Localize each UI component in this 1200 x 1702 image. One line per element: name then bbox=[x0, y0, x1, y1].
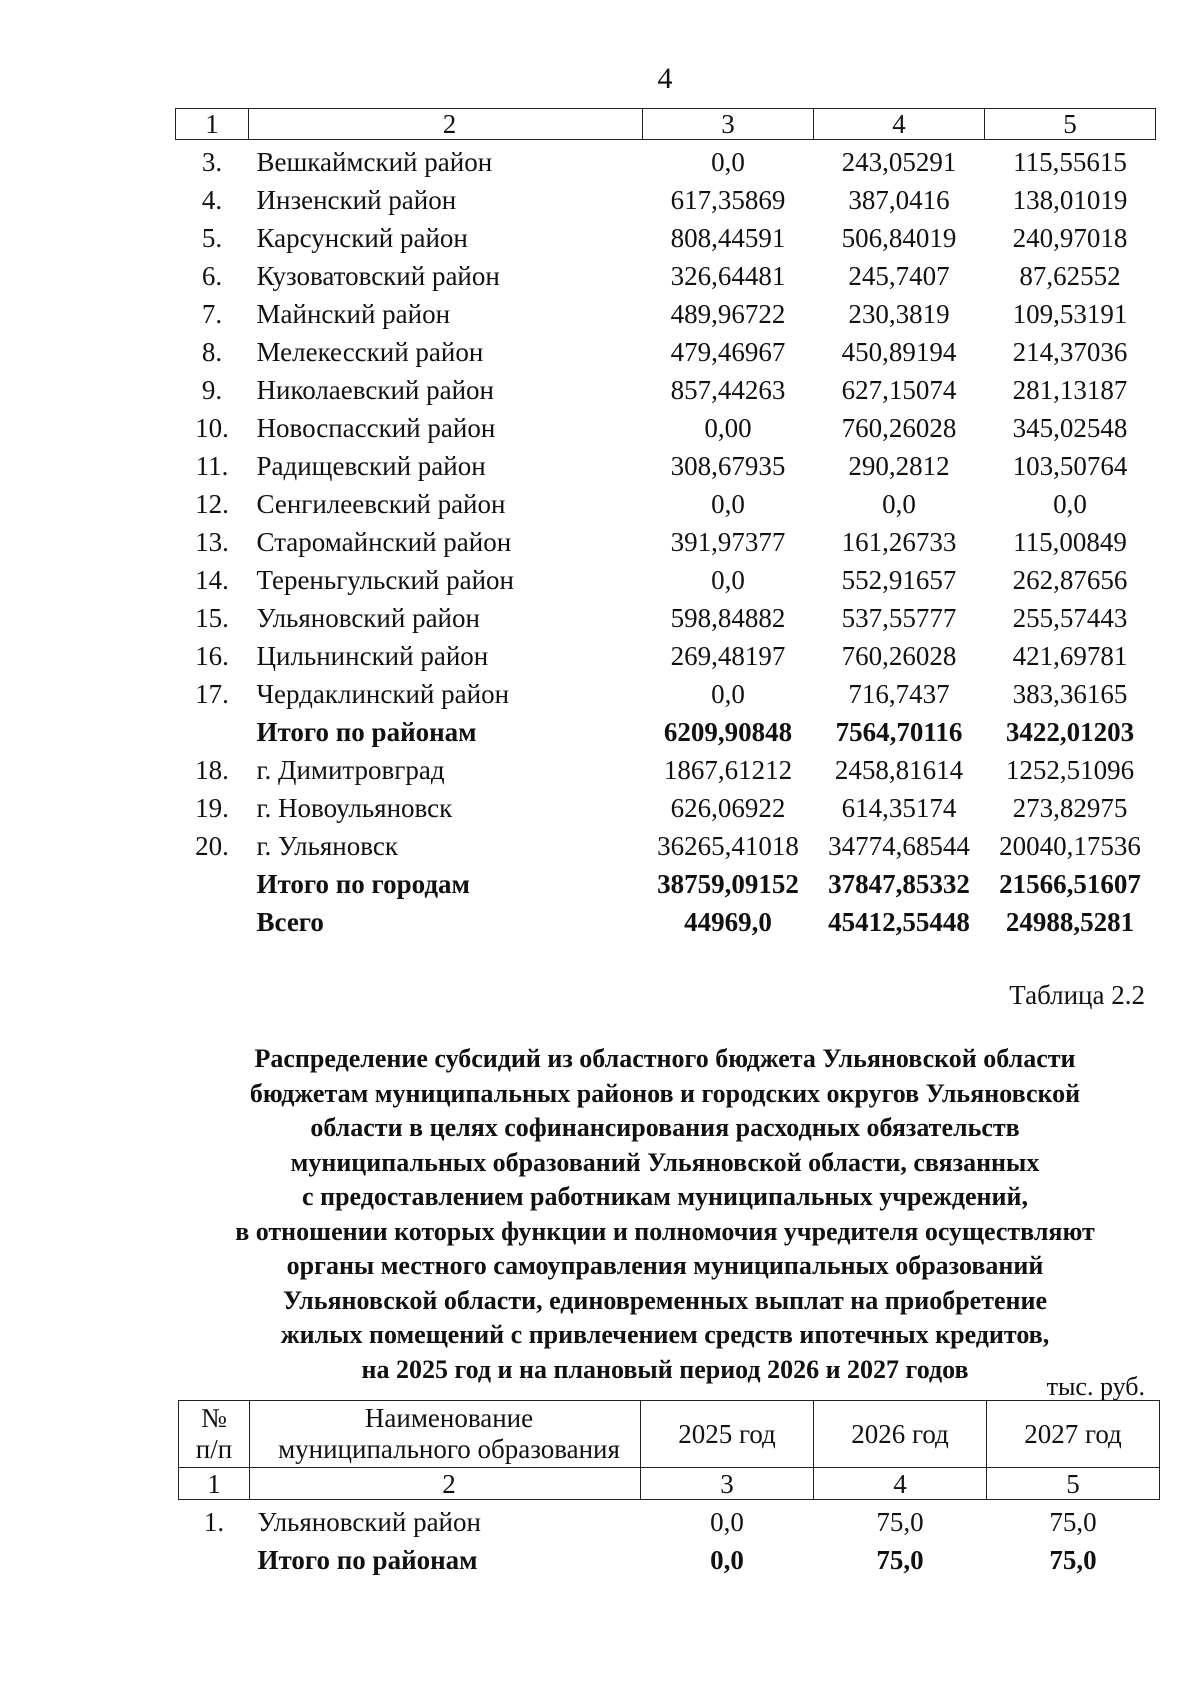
value-2027: 1252,51096 bbox=[1005, 755, 1135, 785]
row-number: 15. bbox=[195, 603, 229, 633]
units-label: тыс. руб. bbox=[1046, 1372, 1145, 1401]
title-line: бюджетам муниципальных районов и городских округов Ульяновской bbox=[249, 1078, 1081, 1108]
header-name-line1: Наименование bbox=[364, 1403, 534, 1433]
value-2027: 345,02548 bbox=[1012, 413, 1128, 443]
total-row bbox=[176, 900, 1156, 938]
value-2025: 598,84882 bbox=[670, 603, 786, 633]
value-2026: 243,05291 bbox=[841, 147, 957, 177]
municipality-name: Ульяновский район bbox=[257, 1507, 481, 1537]
municipality-name: г. Новоульяновск bbox=[256, 793, 453, 823]
value-2026: 37847,85332 bbox=[828, 869, 970, 899]
table-row bbox=[179, 1500, 1160, 1539]
table-row bbox=[176, 406, 1156, 444]
value-2027: 3422,01203 bbox=[1005, 717, 1135, 747]
value-2025: 326,64481 bbox=[670, 261, 786, 291]
municipality-name: Вешкаймский район bbox=[256, 147, 493, 177]
title-line: на 2025 год и на плановый период 2026 и 2027 годов bbox=[361, 1354, 969, 1384]
value-2025: 808,44591 bbox=[670, 223, 786, 253]
value-2026: 7564,70116 bbox=[835, 717, 963, 747]
value-2025: 489,96722 bbox=[670, 299, 786, 329]
row-number: 3. bbox=[201, 147, 223, 177]
value-2026: 0,0 bbox=[882, 489, 916, 519]
municipality-name: Ульяновский район bbox=[256, 603, 480, 633]
value-2026: 161,26733 bbox=[841, 527, 957, 557]
table-row bbox=[176, 178, 1156, 216]
value-2025: 1867,61212 bbox=[663, 755, 793, 785]
table-row bbox=[176, 254, 1156, 292]
row-number: 13. bbox=[195, 527, 229, 557]
municipality-name: Чердаклинский район bbox=[256, 679, 510, 709]
value-2026: 506,84019 bbox=[841, 223, 957, 253]
table-row bbox=[176, 330, 1156, 368]
municipality-name: Новоспасский район bbox=[256, 413, 496, 443]
value-2025: 0,00 bbox=[704, 413, 752, 443]
value-2025: 479,46967 bbox=[670, 337, 786, 367]
value-2025: 391,97377 bbox=[670, 527, 786, 557]
value-2025: 36265,41018 bbox=[657, 831, 799, 861]
municipality-name: Старомайнский район bbox=[256, 527, 512, 557]
column-number: 4 bbox=[814, 1468, 987, 1500]
title-line: Ульяновской области, единовременных выплат на приобретение bbox=[282, 1285, 1048, 1315]
value-2025: 0,0 bbox=[710, 1545, 744, 1575]
column-number: 5 bbox=[985, 109, 1156, 140]
title-line: области в целях софинансирования расходных обязательств bbox=[310, 1113, 1020, 1142]
row-number: 19. bbox=[195, 793, 229, 823]
column-number: 2 bbox=[249, 109, 643, 140]
value-2027: 262,87656 bbox=[1012, 565, 1128, 595]
table-row bbox=[176, 292, 1156, 330]
table-title bbox=[170, 1042, 1160, 1387]
value-2026: 45412,55448 bbox=[828, 907, 970, 937]
value-2027: 383,36165 bbox=[1012, 679, 1128, 709]
value-2026: 387,0416 bbox=[848, 185, 950, 215]
table-row bbox=[176, 444, 1156, 482]
value-2026: 450,89194 bbox=[841, 337, 957, 367]
value-2027: 273,82975 bbox=[1012, 793, 1128, 823]
municipality-name: Николаевский район bbox=[256, 375, 495, 405]
column-number: 2 bbox=[250, 1468, 641, 1500]
column-number: 3 bbox=[641, 1468, 814, 1500]
value-2027: 24988,5281 bbox=[1005, 907, 1135, 937]
municipality-name: Радищевский район bbox=[256, 451, 486, 481]
header-name bbox=[250, 1401, 641, 1468]
row-number: 14. bbox=[195, 565, 229, 595]
table-row bbox=[176, 824, 1156, 862]
value-2027: 138,01019 bbox=[1012, 185, 1128, 215]
value-2025: 44969,0 bbox=[684, 907, 772, 937]
value-2025: 308,67935 bbox=[670, 451, 786, 481]
table-row bbox=[176, 748, 1156, 786]
title-line: муниципальных образований Ульяновской области, связанных bbox=[290, 1147, 1040, 1177]
row-number: 4. bbox=[201, 185, 223, 215]
title-line: Распределение субсидий из областного бюджета Ульяновской области bbox=[254, 1044, 1076, 1073]
municipality-name: Карсунский район bbox=[256, 223, 468, 253]
value-2025: 0,0 bbox=[710, 1507, 744, 1537]
row-number: 8. bbox=[201, 337, 223, 367]
municipality-name: Сенгилеевский район bbox=[256, 489, 506, 519]
table-row bbox=[176, 216, 1156, 254]
municipality-name: г. Димитровград bbox=[256, 755, 445, 785]
value-2027: 75,0 bbox=[1049, 1545, 1097, 1575]
municipality-name: Итого по районам bbox=[257, 1545, 478, 1575]
municipality-name: Итого по городам bbox=[256, 869, 470, 899]
value-2026: 2458,81614 bbox=[834, 755, 964, 785]
row-number bbox=[176, 900, 249, 938]
municipality-name: Мелекесский район bbox=[256, 337, 484, 367]
table-row bbox=[176, 368, 1156, 406]
value-2025: 617,35869 bbox=[670, 185, 786, 215]
value-2026: 627,15074 bbox=[841, 375, 957, 405]
value-2027: 0,0 bbox=[1053, 489, 1087, 519]
row-number bbox=[179, 1538, 250, 1576]
value-2027: 115,55615 bbox=[1013, 147, 1127, 177]
value-2025: 0,0 bbox=[711, 679, 745, 709]
column-number: 1 bbox=[176, 109, 249, 140]
table-row bbox=[176, 634, 1156, 672]
table-row bbox=[176, 596, 1156, 634]
title-line: органы местного самоуправления муниципальных образований bbox=[286, 1251, 1044, 1280]
table-header bbox=[179, 1401, 1160, 1468]
value-2027: 109,53191 bbox=[1012, 299, 1128, 329]
municipality-name: Майнский район bbox=[256, 299, 451, 329]
row-number: 18. bbox=[195, 755, 229, 785]
table-column-numbers bbox=[176, 109, 1156, 140]
value-2026: 230,3819 bbox=[848, 299, 950, 329]
row-number: 1. bbox=[203, 1507, 225, 1537]
subsidy-table-continued bbox=[175, 108, 1156, 938]
value-2027: 255,57443 bbox=[1012, 603, 1128, 633]
header-2027: 2027 год bbox=[987, 1401, 1160, 1468]
column-number: 5 bbox=[987, 1468, 1160, 1500]
table-row bbox=[176, 482, 1156, 520]
value-2026: 614,35174 bbox=[841, 793, 957, 823]
table-row bbox=[176, 672, 1156, 710]
value-2027: 281,13187 bbox=[1012, 375, 1128, 405]
row-number: 7. bbox=[201, 299, 223, 329]
total-row bbox=[176, 710, 1156, 748]
column-number: 4 bbox=[814, 109, 985, 140]
value-2025: 269,48197 bbox=[670, 641, 786, 671]
value-2026: 716,7437 bbox=[848, 679, 950, 709]
total-row bbox=[179, 1538, 1160, 1576]
value-2027: 115,00849 bbox=[1013, 527, 1127, 557]
subsidy-table-2-2 bbox=[178, 1400, 1160, 1576]
value-2027: 214,37036 bbox=[1012, 337, 1128, 367]
value-2026: 537,55777 bbox=[841, 603, 957, 633]
table-row bbox=[176, 520, 1156, 558]
header-number-line2: п/п bbox=[195, 1434, 233, 1464]
municipality-name: Инзенский район bbox=[256, 185, 457, 215]
title-line: жилых помещений с привлечением средств ипотечных кредитов, bbox=[280, 1320, 1050, 1349]
municipality-name: Цильнинский район bbox=[256, 641, 489, 671]
title-line: с предоставлением работникам муниципальных учреждений, bbox=[302, 1182, 1028, 1211]
value-2026: 290,2812 bbox=[848, 451, 950, 481]
header-2026: 2026 год bbox=[814, 1401, 987, 1468]
municipality-name: Кузоватовский район bbox=[256, 261, 500, 291]
value-2027: 87,62552 bbox=[1019, 261, 1121, 291]
table-row bbox=[176, 140, 1156, 179]
header-number-line1: № bbox=[201, 1403, 227, 1433]
value-2025: 0,0 bbox=[711, 147, 745, 177]
column-number: 3 bbox=[643, 109, 814, 140]
header-name-line2: муниципального образования bbox=[278, 1434, 620, 1464]
row-number: 9. bbox=[201, 375, 223, 405]
value-2027: 75,0 bbox=[1049, 1507, 1097, 1537]
header-2025: 2025 год bbox=[641, 1401, 814, 1468]
value-2025: 38759,09152 bbox=[657, 869, 799, 899]
municipality-name: Итого по районам bbox=[256, 717, 477, 747]
value-2027: 421,69781 bbox=[1012, 641, 1128, 671]
value-2026: 75,0 bbox=[876, 1507, 924, 1537]
page-number: 4 bbox=[657, 62, 673, 95]
value-2026: 760,26028 bbox=[841, 413, 957, 443]
value-2025: 0,0 bbox=[711, 565, 745, 595]
value-2026: 245,7407 bbox=[848, 261, 950, 291]
value-2025: 0,0 bbox=[711, 489, 745, 519]
table-row bbox=[176, 786, 1156, 824]
value-2027: 240,97018 bbox=[1012, 223, 1128, 253]
row-number: 5. bbox=[201, 223, 223, 253]
municipality-name: Всего bbox=[256, 907, 324, 937]
title-line: в отношении которых функции и полномочия учредителя осуществляют bbox=[235, 1216, 1095, 1246]
column-number: 1 bbox=[179, 1468, 250, 1500]
row-number: 17. bbox=[195, 679, 229, 709]
value-2027: 103,50764 bbox=[1012, 451, 1128, 481]
value-2026: 75,0 bbox=[876, 1545, 924, 1575]
row-number: 11. bbox=[195, 451, 229, 481]
value-2025: 857,44263 bbox=[670, 375, 786, 405]
table-column-numbers bbox=[179, 1468, 1160, 1500]
table-label: Таблица 2.2 bbox=[1009, 980, 1145, 1010]
row-number: 12. bbox=[195, 489, 229, 519]
value-2026: 34774,68544 bbox=[828, 831, 970, 861]
total-row bbox=[176, 862, 1156, 900]
row-number: 16. bbox=[195, 641, 229, 671]
value-2026: 552,91657 bbox=[841, 565, 957, 595]
municipality-name: Тереньгульский район bbox=[256, 565, 515, 595]
header-number bbox=[179, 1401, 250, 1468]
row-number: 20. bbox=[195, 831, 229, 861]
value-2027: 21566,51607 bbox=[999, 869, 1141, 899]
table-row bbox=[176, 558, 1156, 596]
row-number: 6. bbox=[201, 261, 223, 291]
row-number: 10. bbox=[195, 413, 229, 443]
municipality-name: г. Ульяновск bbox=[256, 831, 398, 861]
value-2026: 760,26028 bbox=[841, 641, 957, 671]
value-2025: 626,06922 bbox=[670, 793, 786, 823]
row-number bbox=[176, 710, 249, 748]
row-number bbox=[176, 862, 249, 900]
value-2025: 6209,90848 bbox=[663, 717, 793, 747]
value-2027: 20040,17536 bbox=[999, 831, 1141, 861]
